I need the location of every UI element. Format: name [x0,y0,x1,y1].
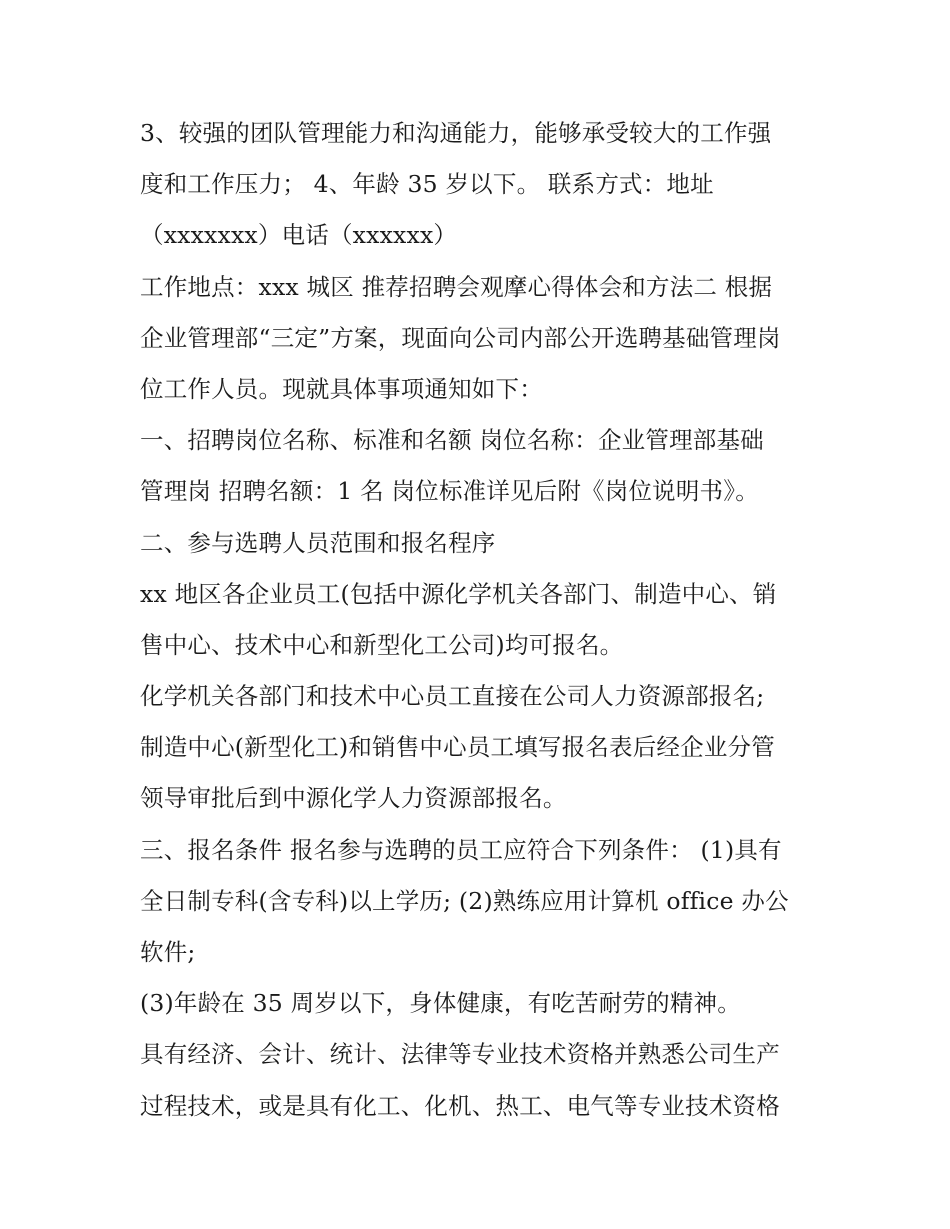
text-line: 一、招聘岗位名称、标准和名额 岗位名称：企业管理部基础 [140,426,764,455]
text-line: 具有经济、会计、统计、法律等专业技术资格并熟悉公司生产 [140,1040,780,1069]
text-line: 全日制专科(含专科)以上学历; (2)熟练应用计算机 office 办公 [140,886,789,915]
text-line: 管理岗 招聘名额：1 名 岗位标准详见后附《岗位说明书》。 [140,477,759,506]
text-line: 三、报名条件 报名参与选聘的员工应符合下列条件： (1)具有 [140,835,782,864]
text-line: 位工作人员。现就具体事项通知如下： [140,374,543,403]
text-line: 企业管理部“三定”方案，现面向公司内部公开选聘基础管理岗 [140,323,781,352]
text-line: xx 地区各企业员工(包括中源化学机关各部门、制造中心、销 [140,579,777,608]
text-line: 3、较强的团队管理能力和沟通能力，能够承受较大的工作强 [140,119,772,147]
text-line: 工作地点：xxx 城区 推荐招聘会观摩心得体会和方法二 根据 [140,272,773,301]
text-line: （xxxxxxx）电话（xxxxxx） [140,221,458,250]
text-line: 度和工作压力； 4、年龄 35 岁以下。 联系方式：地址 [140,170,714,199]
text-line: 制造中心(新型化工)和销售中心员工填写报名表后经企业分管 [140,733,775,762]
text-line: 领导审批后到中源化学人力资源部报名。 [140,784,567,813]
body-text [140,108,820,1132]
text-line: 软件; [140,938,196,966]
text-line: 二、参与选聘人员范围和报名程序 [140,528,496,557]
text-line: 售中心、技术中心和新型化工公司)均可报名。 [140,630,624,659]
text-line: 过程技术，或是具有化工、化机、热工、电气等专业技术资格 [140,1091,780,1120]
text-line: 化学机关各部门和技术中心员工直接在公司人力资源部报名; [140,682,765,711]
text-line: (3)年龄在 35 周岁以下，身体健康，有吃苦耐劳的精神。 [140,989,741,1018]
